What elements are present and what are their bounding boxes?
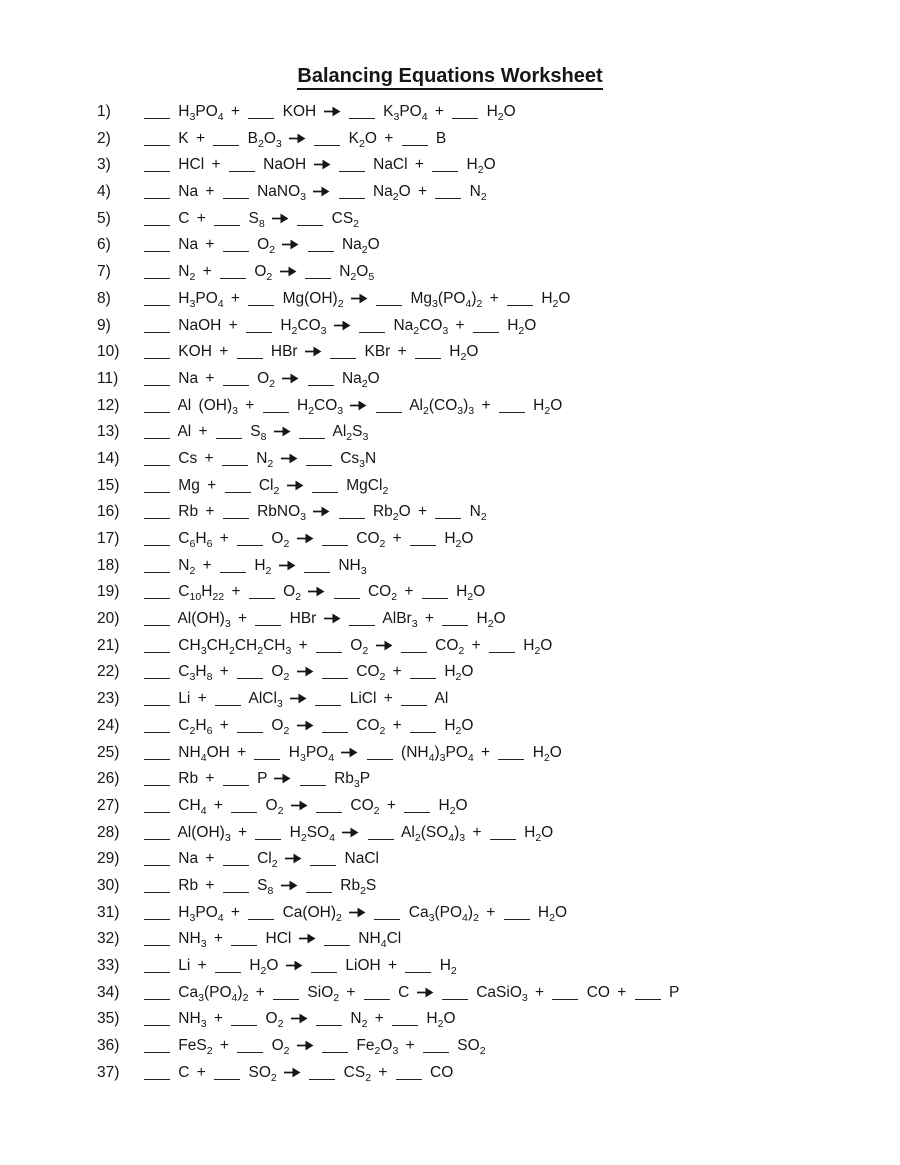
equation-text: NaOH + $H_2CO_3$ $Na_2CO_3 + H_2O$ (143, 317, 536, 334)
equation-number: 15) (97, 476, 120, 494)
arrow-right-icon (324, 103, 341, 120)
answer-blank (223, 861, 249, 866)
equation-number: 8) (97, 289, 111, 307)
answer-blank (499, 408, 525, 413)
equation-row (97, 1060, 900, 1087)
arrow-right-icon (274, 770, 291, 787)
answer-blank (144, 995, 170, 1000)
equation-number: 37) (97, 1063, 120, 1081)
answer-blank (635, 995, 661, 1000)
equation-text: KOH + HBr KBr + $H_2O$ (143, 343, 478, 360)
answer-blank (144, 594, 170, 599)
answer-blank (144, 1021, 170, 1026)
answer-blank (144, 621, 170, 626)
answer-blank (322, 728, 348, 733)
equation-number: 28) (97, 823, 120, 841)
answer-blank (310, 861, 336, 866)
answer-blank (144, 755, 170, 760)
answer-blank (248, 915, 274, 920)
answer-blank (214, 1075, 240, 1080)
answer-blank (367, 755, 393, 760)
equation-text: Al $(OH)_3 + H_2CO_3$ $Al_2(CO_3)_3 + H_2O$ (143, 397, 562, 414)
answer-blank (144, 354, 170, 359)
arrow-right-icon (351, 290, 368, 307)
equation-number: 32) (97, 930, 120, 948)
answer-blank (401, 648, 427, 653)
equation-row (97, 686, 900, 713)
equation-number: 14) (97, 449, 120, 467)
equation-text: $NH_4OH + H_3PO_4$ $(NH_4)_3PO_4 + H_2O$ (143, 744, 562, 761)
answer-blank (255, 621, 281, 626)
answer-blank (229, 167, 255, 172)
answer-blank (144, 968, 170, 973)
answer-blank (405, 968, 431, 973)
arrow-right-icon (299, 930, 316, 947)
equation-number: 18) (97, 556, 120, 574)
arrow-right-icon (285, 850, 302, 867)
equation-number: 9) (97, 316, 111, 334)
answer-blank (504, 915, 530, 920)
answer-blank (231, 808, 257, 813)
answer-blank (144, 408, 170, 413)
arrow-right-icon (289, 130, 306, 147)
arrow-right-icon (334, 317, 351, 334)
equation-row (97, 339, 900, 366)
answer-blank (308, 381, 334, 386)
equation-row (97, 793, 900, 820)
equation-number: 29) (97, 850, 120, 868)
arrow-right-icon (297, 530, 314, 547)
answer-blank (248, 114, 274, 119)
answer-blank (415, 354, 441, 359)
answer-blank (334, 594, 360, 599)
arrow-right-icon (290, 690, 307, 707)
equation-number: 34) (97, 983, 120, 1001)
equation-row (97, 206, 900, 233)
equation-row (97, 99, 900, 126)
answer-blank (339, 514, 365, 519)
answer-blank (402, 141, 428, 146)
arrow-right-icon (342, 824, 359, 841)
answer-blank (306, 461, 332, 466)
arrow-right-icon (282, 236, 299, 253)
equation-text: $Al(OH)_3$ + HBr AlBr$_3$ + $H_2O$ (143, 610, 506, 627)
arrow-right-icon (376, 637, 393, 654)
arrow-right-icon (350, 397, 367, 414)
equation-row (97, 980, 900, 1007)
equation-text: $Ca_3(PO_4)_2 + SiO_2 + C$ CaSiO$_3$ + CO + P (143, 984, 679, 1001)
equation-number: 5) (97, 209, 111, 227)
answer-blank (315, 701, 341, 706)
equation-text: $Cs + N_2$ $Cs_3N$ (143, 450, 376, 467)
answer-blank (349, 621, 375, 626)
answer-blank (237, 674, 263, 679)
answer-blank (473, 328, 499, 333)
answer-blank (422, 594, 448, 599)
answer-blank (312, 488, 338, 493)
answer-blank (144, 141, 170, 146)
arrow-right-icon (305, 343, 322, 360)
equation-text: $Rb + S_8$ $Rb_2S$ (143, 877, 376, 894)
answer-blank (452, 114, 478, 119)
equation-text: $C_{10}H_{22} + O_2$ $CO_2 + H_2O$ (143, 583, 485, 600)
arrow-right-icon (297, 717, 314, 734)
answer-blank (144, 888, 170, 893)
answer-blank (237, 354, 263, 359)
answer-blank (423, 1048, 449, 1053)
equation-text: $NH_3$ + HCl $NH_4Cl$ (143, 930, 401, 947)
equation-text: $Al(OH)_3 + H_2SO_4$ $Al_2(SO_4)_3 + H_2O$ (143, 824, 553, 841)
equation-row (97, 499, 900, 526)
answer-blank (404, 808, 430, 813)
equation-number: 23) (97, 690, 120, 708)
answer-blank (305, 274, 331, 279)
equation-row (97, 606, 900, 633)
equation-row (97, 313, 900, 340)
equation-text: $K + B_2O_3$ $K_2O + B$ (143, 130, 446, 147)
arrow-right-icon (286, 957, 303, 974)
equation-number: 27) (97, 796, 120, 814)
equation-row (97, 766, 900, 793)
equation-row (97, 740, 900, 767)
answer-blank (322, 674, 348, 679)
answer-blank (223, 194, 249, 199)
equation-row (97, 286, 900, 313)
answer-blank (246, 328, 272, 333)
equation-text: $C + SO_2$ $CS_2$ + CO (143, 1064, 453, 1081)
answer-blank (490, 835, 516, 840)
arrow-right-icon (281, 877, 298, 894)
answer-blank (213, 141, 239, 146)
answer-blank (237, 728, 263, 733)
answer-blank (223, 781, 249, 786)
arrow-right-icon (297, 1037, 314, 1054)
answer-blank (249, 594, 275, 599)
arrow-right-icon (279, 557, 296, 574)
equation-row (97, 419, 900, 446)
answer-blank (223, 514, 249, 519)
answer-blank (144, 434, 170, 439)
arrow-right-icon (272, 210, 289, 227)
answer-blank (220, 274, 246, 279)
answer-blank (144, 114, 170, 119)
equation-row (97, 659, 900, 686)
answer-blank (216, 434, 242, 439)
equation-row (97, 1006, 900, 1033)
equation-text: $C + S_8$ $CS_2$ (143, 210, 359, 227)
arrow-right-icon (282, 370, 299, 387)
equation-text: $C_2H_6 + O_2$ $CO_2 + H_2O$ (143, 717, 473, 734)
answer-blank (410, 728, 436, 733)
equation-number: 3) (97, 156, 111, 174)
equation-text: $H_3PO_4 + Ca(OH)_2$ $Ca_3(PO_4)_2 + H_2O$ (143, 904, 567, 921)
answer-blank (273, 995, 299, 1000)
equation-list (0, 99, 900, 1086)
equation-number: 20) (97, 610, 120, 628)
equation-text: Rb + P $Rb_3P$ (143, 770, 370, 787)
equation-row (97, 446, 900, 473)
answer-blank (144, 648, 170, 653)
answer-blank (507, 301, 533, 306)
equation-text: $Na + Cl_2$ NaCl (143, 850, 379, 867)
equation-row (97, 579, 900, 606)
equation-text: $Na + O_2$ $Na_2O$ (143, 370, 380, 387)
answer-blank (144, 674, 170, 679)
answer-blank (374, 915, 400, 920)
equation-text: $FeS_2 + O_2$ $Fe_2O_3 + SO_2$ (143, 1037, 486, 1054)
answer-blank (376, 301, 402, 306)
answer-blank (144, 247, 170, 252)
equation-number: 6) (97, 236, 111, 254)
answer-blank (144, 488, 170, 493)
answer-blank (144, 167, 170, 172)
equation-row (97, 926, 900, 953)
answer-blank (410, 674, 436, 679)
equation-number: 19) (97, 583, 120, 601)
answer-blank (309, 1075, 335, 1080)
equation-number: 17) (97, 530, 120, 547)
answer-blank (237, 1048, 263, 1053)
answer-blank (214, 221, 240, 226)
answer-blank (314, 141, 340, 146)
answer-blank (263, 408, 289, 413)
equation-row (97, 259, 900, 286)
answer-blank (144, 381, 170, 386)
arrow-right-icon (313, 503, 330, 520)
answer-blank (231, 941, 257, 946)
answer-blank (376, 408, 402, 413)
equation-number: 30) (97, 876, 120, 894)
equation-text: $Li + H_2O$ LiOH + $H_2$ (143, 957, 457, 974)
arrow-right-icon (349, 904, 366, 921)
answer-blank (299, 434, 325, 439)
answer-blank (339, 167, 365, 172)
arrow-right-icon (280, 263, 297, 280)
equation-number: 31) (97, 903, 120, 921)
answer-blank (223, 247, 249, 252)
answer-blank (231, 1021, 257, 1026)
answer-blank (144, 1048, 170, 1053)
answer-blank (223, 381, 249, 386)
answer-blank (225, 488, 251, 493)
arrow-right-icon (308, 583, 325, 600)
equation-row (97, 873, 900, 900)
arrow-right-icon (324, 610, 341, 627)
answer-blank (255, 835, 281, 840)
equation-text: $CH_4 + O_2$ $CO_2 + H_2O$ (143, 797, 468, 814)
equation-text: $NH_3 + O_2$ $N_2 + H_2O$ (143, 1010, 456, 1027)
equation-row (97, 473, 900, 500)
answer-blank (144, 514, 170, 519)
equation-text: $C_3H_8 + O_2$ $CO_2 + H_2O$ (143, 663, 473, 680)
answer-blank (311, 968, 337, 973)
arrow-right-icon (274, 423, 291, 440)
equation-row (97, 553, 900, 580)
equation-text: $H_3PO_4 + Mg(OH)_2$ $Mg_3(PO_4)_2 + H_2O$ (143, 290, 570, 307)
equation-text: HCl + NaOH NaCl + $H_2O$ (143, 156, 496, 173)
answer-blank (144, 274, 170, 279)
answer-blank (442, 621, 468, 626)
equation-row (97, 366, 900, 393)
answer-blank (144, 221, 170, 226)
answer-blank (322, 1048, 348, 1053)
equation-row (97, 179, 900, 206)
answer-blank (144, 461, 170, 466)
equation-text: Li + AlCl$_3$ LiCl + Al (143, 690, 448, 707)
answer-blank (401, 701, 427, 706)
answer-blank (144, 728, 170, 733)
answer-blank (339, 194, 365, 199)
answer-blank (300, 781, 326, 786)
answer-blank (324, 941, 350, 946)
answer-blank (144, 568, 170, 573)
answer-blank (144, 194, 170, 199)
answer-blank (322, 541, 348, 546)
equation-number: 12) (97, 396, 120, 414)
answer-blank (316, 648, 342, 653)
answer-blank (442, 995, 468, 1000)
answer-blank (237, 541, 263, 546)
answer-blank (306, 888, 332, 893)
equation-row (97, 820, 900, 847)
arrow-right-icon (291, 797, 308, 814)
answer-blank (498, 755, 524, 760)
arrow-right-icon (314, 156, 331, 173)
answer-blank (330, 354, 356, 359)
equation-text: $H_3PO_4$ + KOH $K_3PO_4 + H_2O$ (143, 103, 516, 120)
equation-text: $N_2 + H_2$ $NH_3$ (143, 557, 367, 574)
answer-blank (432, 167, 458, 172)
arrow-right-icon (281, 450, 298, 467)
equation-row (97, 526, 900, 553)
equation-text: Na + NaNO$_3$ $Na_2O + N_2$ (143, 183, 487, 200)
answer-blank (316, 808, 342, 813)
arrow-right-icon (287, 477, 304, 494)
answer-blank (215, 701, 241, 706)
arrow-right-icon (284, 1064, 301, 1081)
arrow-right-icon (341, 744, 358, 761)
equation-row (97, 900, 900, 927)
answer-blank (368, 835, 394, 840)
equation-number: 25) (97, 743, 120, 761)
equation-row (97, 633, 900, 660)
equation-row (97, 953, 900, 980)
answer-blank (144, 1075, 170, 1080)
equation-number: 22) (97, 663, 120, 681)
arrow-right-icon (297, 663, 314, 680)
equation-row (97, 232, 900, 259)
answer-blank (396, 1075, 422, 1080)
equation-row (97, 126, 900, 153)
equation-number: 21) (97, 636, 120, 654)
arrow-right-icon (313, 183, 330, 200)
equation-number: 36) (97, 1037, 120, 1055)
answer-blank (316, 1021, 342, 1026)
equation-row (97, 713, 900, 740)
equation-text: $Na + O_2$ $Na_2O$ (143, 236, 380, 253)
equation-text: $Al + S_8$ $Al_2S_3$ (143, 423, 368, 440)
answer-blank (349, 114, 375, 119)
answer-blank (144, 541, 170, 546)
equation-number: 35) (97, 1010, 120, 1028)
answer-blank (144, 701, 170, 706)
answer-blank (304, 568, 330, 573)
equation-number: 11) (97, 369, 119, 387)
equation-number: 10) (97, 343, 120, 361)
equation-text: $Mg + Cl_2$ MgCl$_2$ (143, 477, 388, 494)
arrow-right-icon (291, 1010, 308, 1027)
answer-blank (359, 328, 385, 333)
answer-blank (215, 968, 241, 973)
equation-number: 4) (97, 183, 111, 201)
answer-blank (144, 915, 170, 920)
page-title (0, 0, 900, 88)
answer-blank (144, 941, 170, 946)
answer-blank (144, 861, 170, 866)
equation-number: 26) (97, 770, 120, 788)
equation-number: 13) (97, 423, 120, 441)
answer-blank (144, 808, 170, 813)
answer-blank (144, 301, 170, 306)
answer-blank (489, 648, 515, 653)
equation-row (97, 846, 900, 873)
equation-number: 2) (97, 129, 111, 147)
equation-row (97, 152, 900, 179)
equation-row (97, 393, 900, 420)
equation-text: Rb + RbNO$_3$ $Rb_2O + N_2$ (143, 503, 487, 520)
equation-row (97, 1033, 900, 1060)
answer-blank (552, 995, 578, 1000)
equation-number: 24) (97, 716, 120, 734)
answer-blank (248, 301, 274, 306)
answer-blank (435, 194, 461, 199)
answer-blank (254, 755, 280, 760)
answer-blank (144, 835, 170, 840)
answer-blank (364, 995, 390, 1000)
answer-blank (144, 781, 170, 786)
answer-blank (144, 328, 170, 333)
equation-number: 16) (97, 503, 120, 521)
equation-text: $CH_3CH_2CH_2CH_3 + O_2$ $CO_2 + H_2O$ (143, 637, 552, 654)
equation-text: $N_2 + O_2$ $N_2O_5$ (143, 263, 374, 280)
answer-blank (297, 221, 323, 226)
answer-blank (222, 461, 248, 466)
answer-blank (220, 568, 246, 573)
answer-blank (435, 514, 461, 519)
page-title-text: Balancing Equations Worksheet (297, 65, 602, 90)
answer-blank (392, 1021, 418, 1026)
arrow-right-icon (417, 984, 434, 1001)
equation-number: 33) (97, 957, 120, 974)
answer-blank (410, 541, 436, 546)
answer-blank (223, 888, 249, 893)
equation-number: 7) (97, 263, 111, 281)
equation-text: $C_6H_6 + O_2$ $CO_2 + H_2O$ (143, 530, 473, 547)
equation-number: 1) (97, 103, 111, 120)
answer-blank (308, 247, 334, 252)
